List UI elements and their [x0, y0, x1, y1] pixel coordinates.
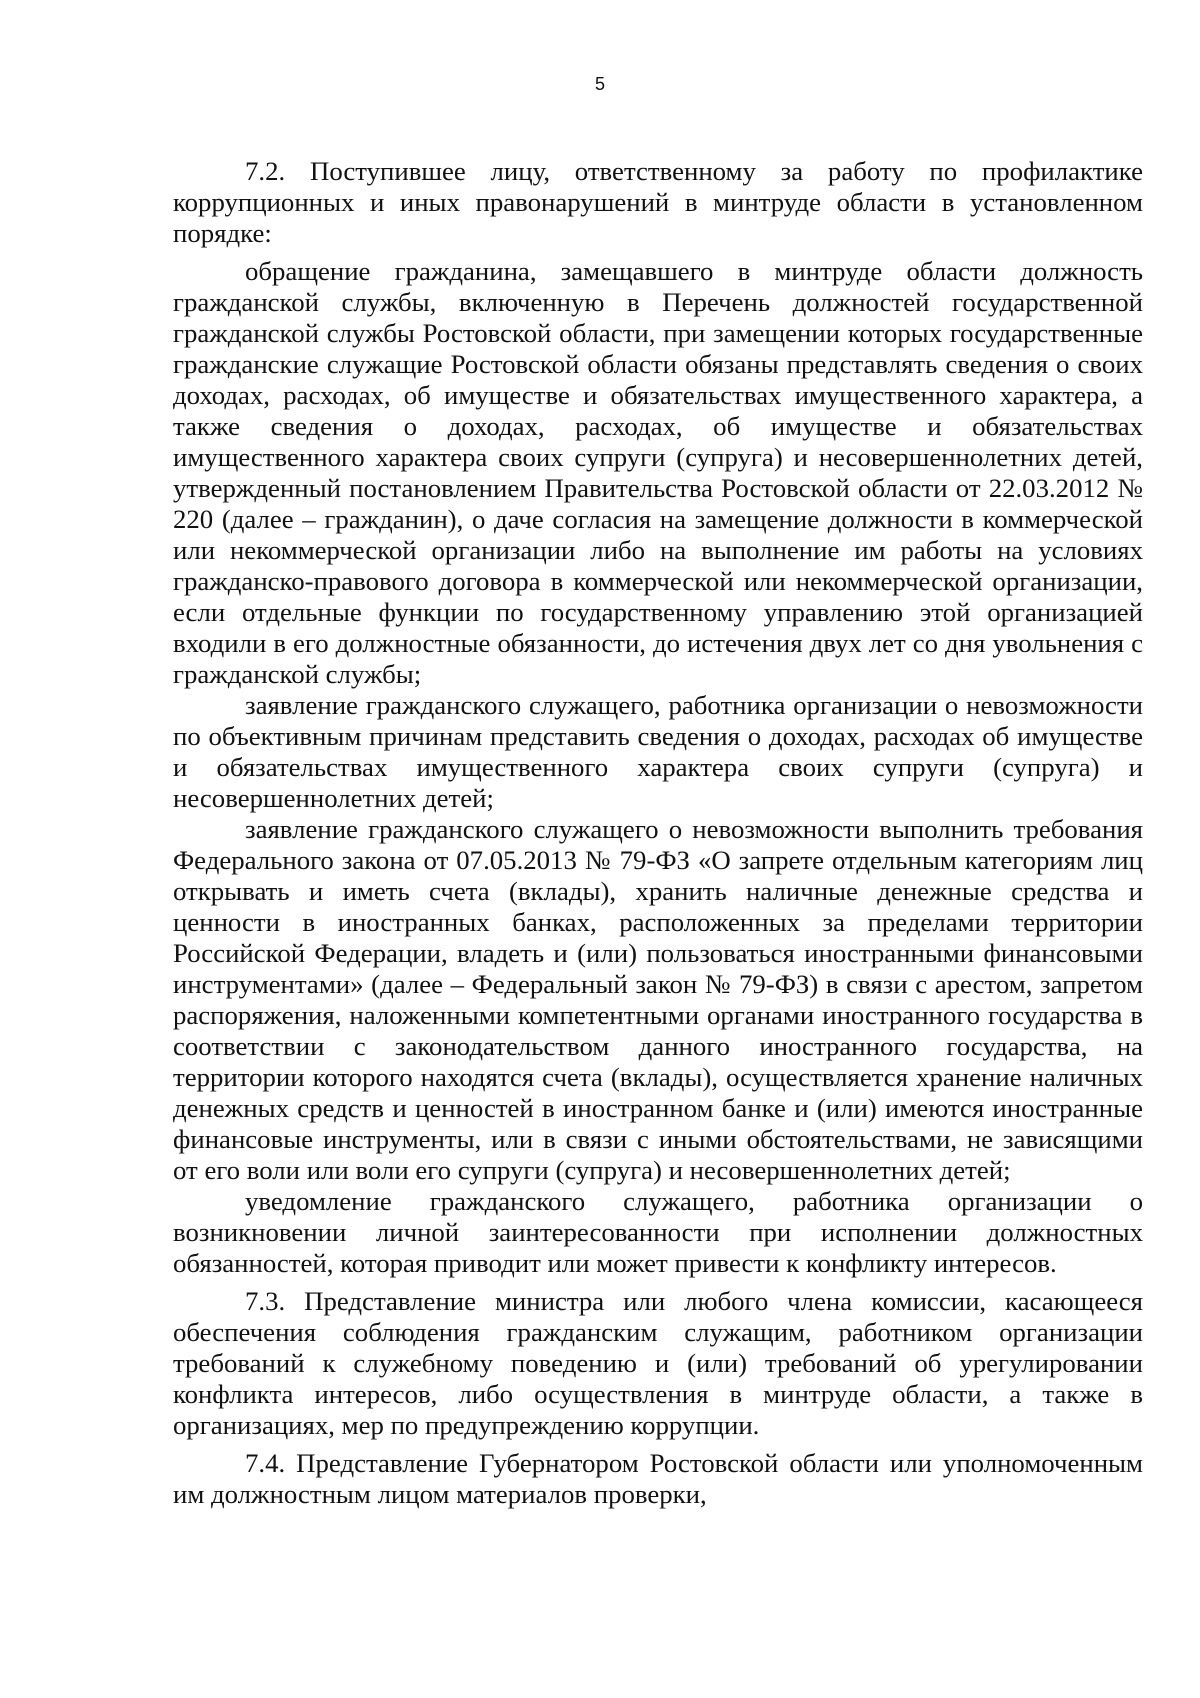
paragraph-7-4: 7.4. Представление Губернатором Ростовской области или уполномоченным им должностным лицом материалов проверки, [173, 1448, 1143, 1509]
paragraph-7-2: 7.2. Поступившее лицу, ответственному за работу по профилактике коррупционных и иных правонарушений в минтруде области в установленном порядке: [173, 156, 1143, 248]
paragraph-statement-income: заявление гражданского служащего, работника организации о невозможности по объективным причинам представить сведения о доходах, расходах об имуществе и обязательствах имущественного характера своих супруги (супруга) и несовершеннолетних детей; [173, 690, 1143, 813]
paragraph-appeal: обращение гражданина, замещавшего в минтруде области должность гражданской службы, включенную в Перечень должностей государственной гражданской службы Ростовской области, при замещении которых государственные гражданские служащие Ростовской области обязаны представлять сведения о своих доходах, расходах, об имуществе и обязательствах имущественного характера, а также сведения о доходах, расходах, об имуществе и обязательствах имущественного характера своих супруги (супруга) и несовершеннолетних детей, утвержденный постановлением Правительства Ростовской области от 22.03.2012 № 220 (далее – гражданин), о даче согласия на замещение должности в коммерческой или некоммерческой организации либо на выполнение им работы на условиях гражданско-правового договора в коммерческой или некоммерческой организации, если отдельные функции по государственному управлению этой организацией входили в его должностные обязанности, до истечения двух лет со дня увольнения с гражданской службы; [173, 256, 1143, 689]
paragraph-statement-79fz: заявление гражданского служащего о невозможности выполнить требования Федерального закона от 07.05.2013 № 79-ФЗ «О запрете отдельным категориям лиц открывать и иметь счета (вклады), хранить наличные денежные средства и ценности в иностранных банках, расположенных за пределами территории Российской Федерации, владеть и (или) пользоваться иностранными финансовыми инструментами» (далее – Федеральный закон № 79-ФЗ) в связи с арестом, запретом распоряжения, наложенными компетентными органами иностранного государства в соответствии с законодательством данного иностранного государства, на территории которого находятся счета (вклады), осуществляется хранение наличных денежных средств и ценностей в иностранном банке и (или) имеются иностранные финансовые инструменты, или в связи с иными обстоятельствами, не зависящими от его воли или воли его супруги (супруга) и несовершеннолетних детей; [173, 814, 1143, 1185]
paragraph-notification: уведомление гражданского служащего, работника организации о возникновении личной заинтересованности при исполнении должностных обязанностей, которая приводит или может привести к конфликту интересов. [173, 1186, 1143, 1278]
document-body [173, 156, 1143, 1510]
paragraph-7-3: 7.3. Представление министра или любого члена комиссии, касающееся обеспечения соблюдения гражданским служащим, работником организации требований к служебному поведению и (или) требований об урегулировании конфликта интересов, либо осуществления в минтруде области, а также в организациях, мер по предупреждению коррупции. [173, 1286, 1143, 1440]
page-number: 5 [594, 74, 605, 94]
